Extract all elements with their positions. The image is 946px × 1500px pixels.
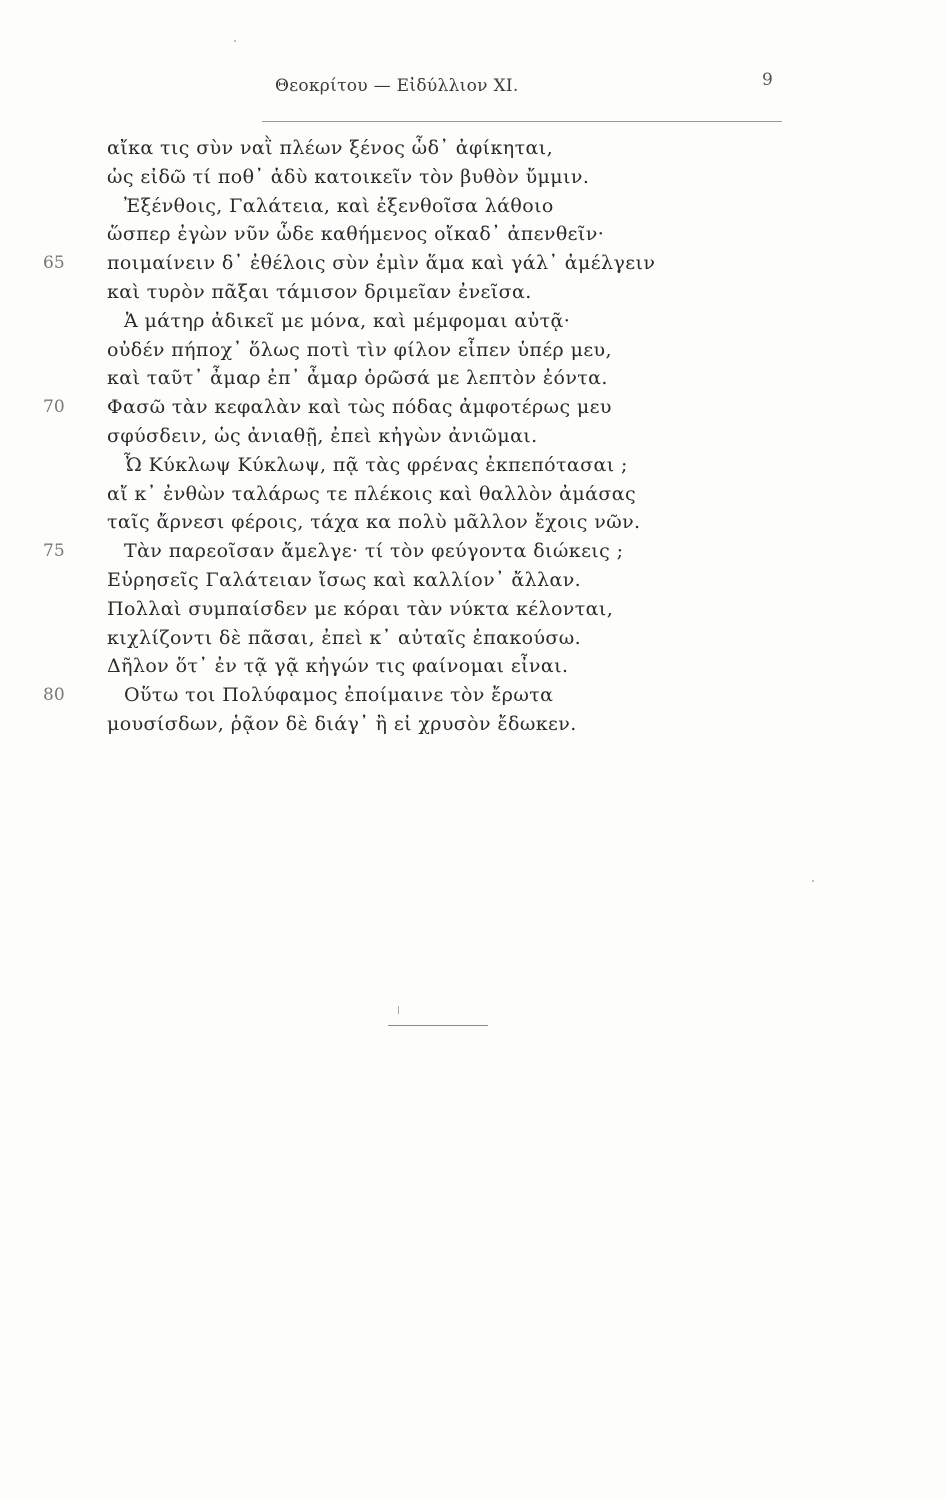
verse-line (0, 364, 946, 393)
verse-line (0, 249, 946, 278)
running-head (0, 70, 946, 106)
verse-text: ταῖς ἄρνεσι φέροις, τάχα κα πολὺ μᾶλλον ἔχοις νῶν. (107, 511, 641, 534)
verse-line (0, 681, 946, 710)
verse-block (0, 134, 946, 739)
verse-text: Τὰν παρεοῖσαν ἄμελγε· τί τὸν φεύγοντα διώκεις ; (124, 540, 624, 563)
verse-line (0, 336, 946, 365)
line-number: 80 (43, 685, 65, 706)
verse-line (0, 508, 946, 537)
verse-text: αἴκα τις σὺν ναῒ πλέων ξένος ὧδ᾽ ἀφίκηται, (107, 137, 554, 159)
verse-text: κιχλίζοντι δὲ πᾶσαι, ἐπεὶ κ᾽ αὐταῖς ἐπακούσω. (107, 626, 582, 649)
verse-text: Οὕτω τοι Πολύφαμος ἐποίμαινε τὸν ἔρωτα (124, 684, 554, 707)
verse-text: Εὑρησεῖς Γαλάτειαν ἴσως καὶ καλλίον᾽ ἄλλαν. (107, 568, 582, 591)
verse-line (0, 278, 946, 307)
verse-text: σφύσδειν, ὡς ἀνιαθῇ, ἐπεὶ κἠγὼν ἀνιῶμαι. (107, 424, 538, 447)
verse-line (0, 393, 946, 422)
end-rule (388, 1025, 488, 1026)
verse-text: καὶ ταῦτ᾽ ἆμαρ ἐπ᾽ ἆμαρ ὁρῶσά με λεπτὸν ἐόντα. (107, 367, 608, 390)
verse-text: Ὦ Κύκλωψ Κύκλωψ, πᾷ τὰς φρένας ἐκπεπότασαι ; (124, 453, 628, 476)
verse-line (0, 134, 946, 163)
verse-line (0, 624, 946, 653)
verse-line (0, 595, 946, 624)
verse-line (0, 537, 946, 566)
paper-speck (812, 880, 814, 882)
verse-text: Φασῶ τὰν κεφαλὰν καὶ τὼς πόδας ἀμφοτέρως μευ (107, 396, 612, 419)
verse-text: Ἁ μάτηρ ἀδικεῖ με μόνα, καὶ μέμφομαι αὐτᾷ· (124, 309, 571, 332)
verse-text: ὡς εἰδῶ τί ποθ᾽ ἁδὺ κατοικεῖν τὸν βυθὸν ὔμμιν. (107, 165, 590, 188)
verse-text: μουσίσδων, ῥᾷον δὲ διάγ᾽ ἢ εἰ χρυσὸν ἔδωκεν. (107, 712, 577, 735)
verse-text: καὶ τυρὸν πᾶξαι τάμισον δριμεῖαν ἐνεῖσα. (107, 280, 532, 303)
verse-line (0, 451, 946, 480)
verse-text: ὥσπερ ἐγὼν νῦν ὧδε καθήμενος οἴκαδ᾽ ἀπενθεῖν· (107, 223, 605, 246)
page-number: 9 (762, 70, 773, 90)
line-number: 70 (43, 397, 65, 418)
line-number: 75 (43, 541, 65, 562)
paper-speck (234, 40, 236, 42)
verse-line (0, 422, 946, 451)
verse-text: αἴ κ᾽ ἐνθὼν ταλάρως τε πλέκοις καὶ θαλλὸν ἀμάσας (107, 482, 636, 505)
line-number: 65 (43, 253, 65, 274)
verse-text: ποιμαίνειν δ᾽ ἐθέλοις σὺν ἐμὶν ἅμα καὶ γάλ᾽ ἀμέλγειν (107, 252, 656, 275)
verse-line (0, 192, 946, 221)
running-title: Θεοκρίτου — Εἰδύλλιον XI. (275, 76, 519, 96)
verse-text: Πολλαὶ συμπαίσδεν με κόραι τὰν νύκτα κέλονται, (107, 597, 614, 620)
header-rule (262, 121, 782, 122)
verse-line (0, 163, 946, 192)
verse-line (0, 566, 946, 595)
verse-text: Ἐξένθοις, Γαλάτεια, καὶ ἐξενθοῖσα λάθοιο (124, 194, 554, 217)
verse-text: Δῆλον ὅτ᾽ ἐν τᾷ γᾷ κἠγών τις φαίνομαι εἶναι. (107, 655, 569, 678)
verse-line (0, 307, 946, 336)
verse-line (0, 220, 946, 249)
verse-line (0, 710, 946, 739)
verse-line (0, 480, 946, 509)
paper-speck (398, 1006, 399, 1014)
verse-text: οὐδέν πήποχ᾽ ὅλως ποτὶ τὶν φίλον εἶπεν ὑπέρ μευ, (107, 338, 612, 361)
verse-line (0, 652, 946, 681)
